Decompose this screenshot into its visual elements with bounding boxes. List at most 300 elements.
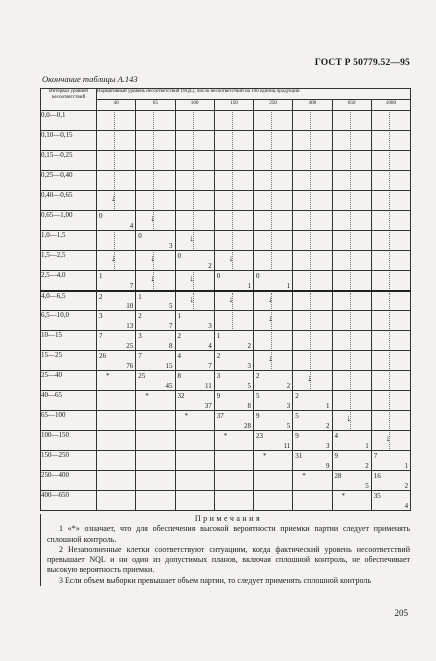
- dotted-guide-line: [271, 232, 272, 249]
- table-row: [41, 311, 411, 331]
- column-header-row: [41, 100, 411, 111]
- sample-size: 3: [286, 402, 291, 410]
- table-cell: [254, 171, 293, 191]
- acceptance-number: 0: [138, 232, 142, 240]
- table-cell: [214, 191, 253, 211]
- acceptance-number: 2: [138, 312, 142, 320]
- table-cell: [214, 331, 253, 351]
- table-cell: [136, 291, 175, 311]
- sample-size: 2: [286, 382, 291, 390]
- row-label: 0,0—0,1: [41, 111, 97, 131]
- dotted-guide-line: [232, 112, 233, 129]
- table-cell: [293, 371, 332, 391]
- acceptance-number: 28: [334, 472, 342, 480]
- table-cell: [332, 271, 371, 291]
- table-cell: [254, 431, 293, 451]
- sample-size: 8: [169, 342, 173, 350]
- table-cell: [293, 471, 332, 491]
- sample-size: 5: [169, 302, 173, 310]
- acceptance-number: 0: [99, 212, 103, 220]
- acceptance-number: 8: [177, 372, 181, 380]
- acceptance-number: 3: [216, 372, 221, 380]
- table-cell: [293, 391, 332, 411]
- down-arrow-icon: ↓: [228, 253, 234, 263]
- table-cell: [254, 151, 293, 171]
- dotted-guide-line: [271, 192, 272, 209]
- table-cell: [214, 271, 253, 291]
- table-cell: [371, 311, 410, 331]
- note-2: 2 Незаполненные клетки соответствуют ситуациям, когда фактический уровень несоответствий превышает NQL и ни один из допустимых планов, включая сплошной контроль, не обеспечивает высокую вероятность приемки.: [47, 544, 410, 575]
- sample-size: 7: [129, 281, 134, 290]
- dotted-guide-line: [389, 293, 390, 310]
- dotted-guide-line: [350, 372, 351, 389]
- group-header: Нормативный уровень несоответствий (NQL), число несоответствий на 100 единиц продукции: [97, 89, 411, 100]
- acceptance-number: 9: [216, 392, 221, 400]
- full-inspection-mark: *: [302, 472, 306, 480]
- full-inspection-mark: *: [145, 392, 149, 400]
- down-arrow-icon: ↓: [111, 193, 116, 203]
- table-cell: [332, 191, 371, 211]
- dotted-guide-line: [310, 172, 311, 189]
- table-cell: [214, 131, 253, 151]
- table-cell: [214, 171, 253, 191]
- acceptance-number: 25: [138, 372, 146, 380]
- table-cell: [97, 431, 136, 451]
- table-cell: [332, 331, 371, 351]
- table-cell: [371, 151, 410, 171]
- dotted-guide-line: [389, 392, 390, 409]
- dotted-guide-line: [193, 132, 194, 149]
- down-arrow-icon: ↓: [307, 373, 312, 383]
- sample-size: 2: [404, 482, 409, 490]
- dotted-guide-line: [193, 152, 194, 169]
- table-cell: [254, 411, 293, 431]
- sample-size: 11: [205, 382, 212, 390]
- dotted-guide-line: [271, 212, 272, 229]
- table-cell: [293, 251, 332, 271]
- table-cell: [332, 131, 371, 151]
- table-cell: [175, 131, 214, 151]
- dotted-guide-line: [271, 132, 272, 149]
- table-cell: [214, 391, 253, 411]
- table-cell: [97, 391, 136, 411]
- dotted-guide-line: [232, 172, 233, 189]
- table-cell: [293, 131, 332, 151]
- table-cell: [254, 231, 293, 251]
- table-cell: [97, 311, 136, 331]
- sample-size: 5: [247, 382, 251, 390]
- down-arrow-icon: ↓: [268, 313, 273, 323]
- table-cell: [97, 331, 136, 351]
- acceptance-number: 1: [177, 312, 181, 320]
- table-cell: [332, 451, 371, 471]
- table-cell: [97, 191, 136, 211]
- table-caption: Окончание таблицы А.143: [42, 74, 138, 84]
- table-cell: [175, 151, 214, 171]
- acceptance-number: 5: [256, 392, 260, 400]
- table-cell: [214, 311, 253, 331]
- row-label: 100—150: [41, 431, 97, 451]
- dotted-guide-line: [350, 212, 351, 229]
- table-cell: [136, 311, 175, 331]
- table-cell: [371, 131, 410, 151]
- row-label: 0,40—0,65: [41, 191, 97, 211]
- table-cell: [293, 411, 332, 431]
- dotted-guide-line: [350, 272, 351, 289]
- table-cell: [175, 471, 214, 491]
- acceptance-number: 2: [216, 352, 221, 360]
- table-cell: [332, 311, 371, 331]
- page-number: 205: [394, 608, 408, 618]
- sample-size: 1: [326, 402, 330, 410]
- column-header: 1000: [371, 100, 410, 111]
- table-cell: [332, 171, 371, 191]
- table-row: [41, 371, 411, 391]
- row-label: 6,5—10,0: [41, 311, 97, 331]
- table-cell: [332, 151, 371, 171]
- column-header: 100: [175, 100, 214, 111]
- table-cell: [214, 471, 253, 491]
- table-cell: [254, 451, 293, 471]
- table-cell: [293, 291, 332, 311]
- dotted-guide-line: [232, 312, 233, 329]
- table-cell: [175, 351, 214, 371]
- table-cell: [293, 231, 332, 251]
- dotted-guide-line: [350, 152, 351, 169]
- sample-size: 7: [208, 362, 212, 370]
- dotted-guide-line: [232, 152, 233, 169]
- down-arrow-icon: ↓: [189, 293, 194, 304]
- row-label: 25—40: [41, 371, 97, 391]
- down-arrow-icon: ↓: [189, 273, 194, 283]
- dotted-guide-line: [389, 192, 390, 209]
- row-label: 2,5—4,0: [41, 271, 97, 291]
- acceptance-number: 9: [256, 412, 260, 420]
- table-cell: [214, 231, 253, 251]
- table-cell: [371, 471, 410, 491]
- table-row: [41, 471, 411, 491]
- table-cell: [175, 391, 214, 411]
- down-arrow-icon: ↓: [111, 253, 116, 263]
- dotted-guide-line: [389, 112, 390, 129]
- table-cell: [175, 451, 214, 471]
- row-label: 1,0—1,5: [41, 231, 97, 251]
- table-cell: [175, 171, 214, 191]
- table-cell: [293, 491, 332, 511]
- acceptance-number: 7: [99, 332, 103, 340]
- acceptance-number: 5: [295, 412, 299, 420]
- acceptance-number: 2: [99, 292, 103, 301]
- sample-size: 1: [286, 281, 291, 290]
- table-cell: [293, 171, 332, 191]
- row-label: 250—400: [41, 471, 97, 491]
- table-cell: [136, 271, 175, 291]
- table-cell: [371, 291, 410, 311]
- table-cell: [136, 131, 175, 151]
- row-label: 4,0—6,5: [41, 291, 97, 311]
- table-row: [41, 151, 411, 171]
- sample-size: 11: [283, 442, 291, 450]
- down-arrow-icon: ↓: [268, 293, 273, 304]
- table-cell: [254, 311, 293, 331]
- dotted-guide-line: [310, 352, 311, 369]
- table-cell: [175, 251, 214, 271]
- dotted-guide-line: [310, 332, 311, 349]
- standard-number: ГОСТ Р 50779.52—95: [314, 58, 410, 68]
- acceptance-number: 26: [99, 352, 106, 360]
- table-cell: [371, 111, 410, 131]
- table-cell: [371, 211, 410, 231]
- acceptance-number: 9: [334, 452, 338, 460]
- table-cell: [97, 471, 136, 491]
- table-cell: [97, 411, 136, 431]
- full-inspection-mark: *: [184, 412, 188, 420]
- down-arrow-icon: ↓: [228, 293, 234, 304]
- sample-size: 2: [326, 422, 330, 430]
- row-label: 10—15: [41, 331, 97, 351]
- dotted-guide-line: [389, 272, 390, 289]
- acceptance-number: 9: [295, 432, 299, 440]
- dotted-guide-line: [271, 172, 272, 189]
- acceptance-number: 32: [177, 392, 185, 400]
- dotted-guide-line: [310, 312, 311, 329]
- dotted-guide-line: [389, 252, 390, 269]
- table-row: [41, 211, 411, 231]
- sample-size: 1: [247, 281, 251, 290]
- table-cell: [136, 391, 175, 411]
- table-cell: [254, 191, 293, 211]
- acceptance-number: 3: [99, 312, 103, 320]
- table-cell: [214, 291, 253, 311]
- table-cell: [136, 231, 175, 251]
- dotted-guide-line: [114, 232, 115, 249]
- table-cell: [175, 331, 214, 351]
- table-cell: [175, 291, 214, 311]
- column-header: 40: [97, 100, 136, 111]
- dotted-guide-line: [114, 172, 115, 189]
- table-cell: [332, 351, 371, 371]
- dotted-guide-line: [271, 252, 272, 269]
- table-cell: [136, 211, 175, 231]
- dotted-guide-line: [350, 172, 351, 189]
- dotted-guide-line: [310, 212, 311, 229]
- acceptance-number: 7: [138, 352, 142, 360]
- table-row: [41, 331, 411, 351]
- dotted-guide-line: [153, 172, 154, 189]
- acceptance-number: 2: [256, 372, 260, 380]
- table-cell: [175, 371, 214, 391]
- sample-size: 7: [169, 322, 173, 330]
- sample-size: 13: [126, 322, 134, 330]
- table-cell: [175, 411, 214, 431]
- table-cell: [371, 191, 410, 211]
- table-cell: [97, 451, 136, 471]
- table-cell: [175, 491, 214, 511]
- table-cell: [136, 251, 175, 271]
- sample-size: 25: [126, 342, 134, 350]
- table-row: [41, 391, 411, 411]
- table-cell: [332, 411, 371, 431]
- table-cell: [97, 151, 136, 171]
- dotted-guide-line: [350, 192, 351, 209]
- dotted-guide-line: [310, 112, 311, 129]
- table-cell: [371, 171, 410, 191]
- row-label: 0,10—0,15: [41, 131, 97, 151]
- table-row: [41, 171, 411, 191]
- table-cell: [371, 331, 410, 351]
- dotted-guide-line: [350, 232, 351, 249]
- sampling-table: [40, 88, 411, 511]
- row-label: 40—65: [41, 391, 97, 411]
- dotted-guide-line: [193, 212, 194, 229]
- table-cell: [175, 191, 214, 211]
- sample-size: 76: [126, 362, 134, 370]
- dotted-guide-line: [193, 172, 194, 189]
- sample-size: 3: [169, 242, 173, 250]
- table-cell: [371, 491, 410, 511]
- dotted-guide-line: [350, 252, 351, 269]
- acceptance-number: 7: [373, 452, 378, 460]
- sample-size: 10: [126, 302, 134, 310]
- table-cell: [254, 331, 293, 351]
- table-row: [41, 491, 411, 511]
- acceptance-number: 1: [138, 292, 142, 301]
- dotted-guide-line: [232, 192, 233, 209]
- dotted-guide-line: [389, 212, 390, 229]
- table-cell: [136, 431, 175, 451]
- table-cell: [214, 371, 253, 391]
- acceptance-number: 0: [216, 272, 221, 280]
- acceptance-number: 4: [177, 352, 181, 360]
- column-header: 650: [332, 100, 371, 111]
- sample-size: 4: [404, 502, 409, 510]
- acceptance-number: 16: [373, 472, 381, 480]
- dotted-guide-line: [389, 132, 390, 149]
- table-cell: [97, 251, 136, 271]
- table-cell: [332, 291, 371, 311]
- dotted-guide-line: [153, 192, 154, 209]
- table-cell: [97, 271, 136, 291]
- sample-size: 1: [404, 462, 409, 470]
- table-cell: [97, 111, 136, 131]
- acceptance-number: 2: [177, 332, 181, 340]
- table-cell: [136, 191, 175, 211]
- dotted-guide-line: [193, 192, 194, 209]
- table-row: [41, 351, 411, 371]
- table-row: [41, 451, 411, 471]
- table-row: [41, 271, 411, 291]
- table-row: [41, 231, 411, 251]
- table-row: [41, 131, 411, 151]
- dotted-guide-line: [271, 332, 272, 349]
- table-row: [41, 191, 411, 211]
- table-cell: [371, 251, 410, 271]
- acceptance-number: 1: [216, 332, 221, 340]
- table-cell: [293, 451, 332, 471]
- acceptance-number: 35: [373, 492, 381, 500]
- sample-size: 4: [129, 222, 134, 230]
- dotted-guide-line: [350, 132, 351, 149]
- table-row: [41, 411, 411, 431]
- table-cell: [293, 431, 332, 451]
- dotted-guide-line: [271, 112, 272, 129]
- table-cell: [136, 411, 175, 431]
- dotted-guide-line: [350, 392, 351, 409]
- table-cell: [136, 371, 175, 391]
- table-cell: [175, 431, 214, 451]
- table-cell: [175, 231, 214, 251]
- sample-size: 9: [326, 462, 330, 470]
- table-cell: [332, 491, 371, 511]
- table-cell: [136, 331, 175, 351]
- acceptance-number: 4: [334, 432, 338, 440]
- dotted-guide-line: [389, 412, 390, 429]
- dotted-guide-line: [153, 132, 154, 149]
- full-inspection-mark: *: [263, 452, 267, 460]
- table-cell: [214, 151, 253, 171]
- table-cell: [293, 311, 332, 331]
- table-cell: [371, 271, 410, 291]
- row-label: 400—650: [41, 491, 97, 511]
- table-cell: [136, 171, 175, 191]
- sample-size: 4: [208, 342, 212, 350]
- table-cell: [254, 111, 293, 131]
- dotted-guide-line: [193, 112, 194, 129]
- table-cell: [371, 431, 410, 451]
- table-cell: [214, 431, 253, 451]
- table-cell: [332, 391, 371, 411]
- table-cell: [293, 191, 332, 211]
- notes-title: Примечания: [194, 514, 263, 523]
- down-arrow-icon: ↓: [150, 213, 155, 223]
- dotted-guide-line: [114, 132, 115, 149]
- table-cell: [254, 211, 293, 231]
- dotted-guide-line: [153, 152, 154, 169]
- row-header: Интервал уровней несоответствий: [41, 89, 97, 111]
- row-label: 1,5—2,5: [41, 251, 97, 271]
- table-cell: [293, 151, 332, 171]
- sample-size: 2: [365, 462, 369, 470]
- dotted-guide-line: [389, 172, 390, 189]
- acceptance-number: 31: [295, 452, 303, 460]
- table-cell: [97, 351, 136, 371]
- row-label: 15—25: [41, 351, 97, 371]
- notes-block: [40, 514, 410, 586]
- dotted-guide-line: [350, 332, 351, 349]
- table-cell: [293, 111, 332, 131]
- table-cell: [214, 451, 253, 471]
- table-cell: [254, 391, 293, 411]
- table-row: [41, 251, 411, 271]
- dotted-guide-line: [350, 352, 351, 369]
- sample-size: 15: [165, 362, 173, 370]
- table-cell: [254, 271, 293, 291]
- row-label: 0,65—1,00: [41, 211, 97, 231]
- table-cell: [371, 371, 410, 391]
- table-cell: [214, 351, 253, 371]
- dotted-guide-line: [310, 132, 311, 149]
- table-cell: [97, 371, 136, 391]
- dotted-guide-line: [310, 152, 311, 169]
- acceptance-number: 0: [177, 252, 181, 260]
- down-arrow-icon: ↓: [346, 413, 351, 423]
- dotted-guide-line: [350, 112, 351, 129]
- table-cell: [214, 491, 253, 511]
- dotted-guide-line: [389, 232, 390, 249]
- acceptance-number: 2: [295, 392, 299, 400]
- dotted-guide-line: [389, 312, 390, 329]
- table-cell: [214, 411, 253, 431]
